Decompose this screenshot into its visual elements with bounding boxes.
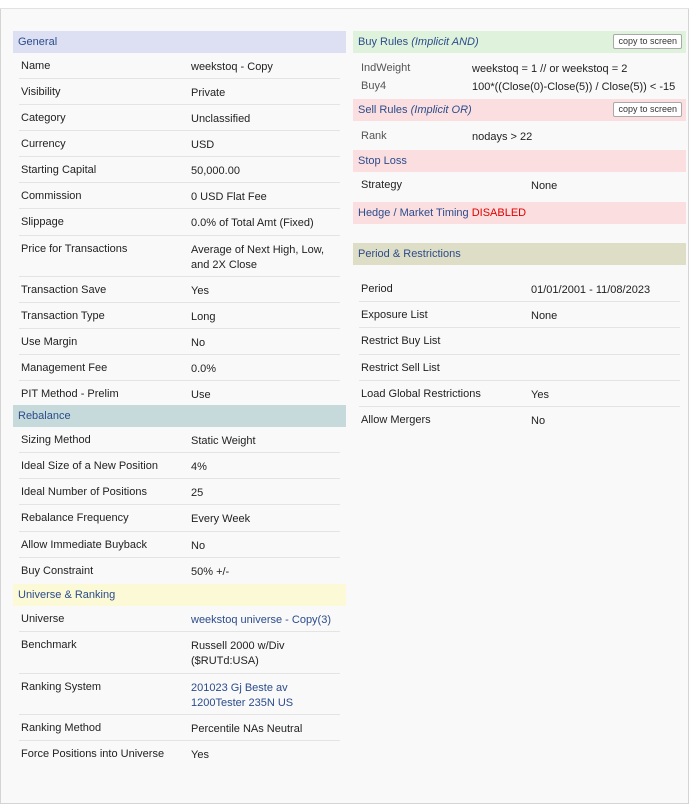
row-value: Average of Next High, Low, and 2X Close [191, 244, 325, 271]
buy-rules-list [353, 53, 686, 97]
general-row-name [19, 53, 340, 79]
universe-row-benchmark [19, 632, 340, 674]
stop-loss-row-strategy [359, 172, 680, 198]
row-value: No [531, 415, 546, 427]
row-label: Slippage [21, 216, 64, 228]
rule-formula: weekstoq = 1 // or weekstoq = 2 [472, 63, 628, 75]
row-label: Transaction Save [21, 284, 107, 296]
general-row-use-margin [19, 329, 340, 355]
row-label: Load Global Restrictions [361, 388, 481, 400]
buy-rule-row [359, 73, 680, 91]
general-row-transaction-save [19, 277, 340, 303]
period-row-allow-mergers [359, 407, 680, 433]
row-value: weekstoq - Copy [191, 61, 273, 73]
row-label: Restrict Sell List [361, 362, 440, 374]
row-label: Strategy [361, 179, 402, 191]
row-label: Force Positions into Universe [21, 748, 165, 760]
period-title: Period & Restrictions [358, 248, 461, 260]
universe-link[interactable]: weekstoq universe - Copy(3) [191, 614, 332, 626]
rule-formula: nodays > 22 [472, 131, 533, 143]
row-label: Use Margin [21, 336, 78, 348]
sell-copy-to-screen-button[interactable]: copy to screen [613, 102, 682, 117]
row-value: None [531, 180, 558, 192]
general-row-slippage [19, 209, 340, 236]
row-value: USD [191, 139, 215, 151]
rebalance-title: Rebalance [18, 410, 71, 422]
row-value: Yes [191, 285, 209, 297]
sell-rules-title: Sell Rules [358, 104, 408, 116]
general-row-management-fee [19, 355, 340, 381]
row-value: 50,000.00 [191, 165, 240, 177]
rule-formula: 100*((Close(0)-Close(5)) / Close(5)) < -15 [472, 81, 676, 93]
hedge-section-header [353, 202, 686, 224]
row-value: None [531, 310, 558, 322]
period-row-restrict-buy [359, 328, 680, 355]
right-column [353, 31, 686, 433]
row-value: 0.0% of Total Amt (Fixed) [191, 217, 314, 229]
buy-rule-row [359, 55, 680, 73]
row-label: Ideal Number of Positions [21, 486, 147, 498]
row-value: 50% +/- [191, 566, 230, 578]
row-label: Buy Constraint [21, 565, 94, 577]
universe-row-ranking-system [19, 674, 340, 715]
rebalance-row-buy-constraint [19, 558, 340, 581]
rebalance-row-ideal-size [19, 453, 340, 479]
general-row-commission [19, 183, 340, 209]
universe-row-ranking-method [19, 715, 340, 741]
general-row-visibility [19, 79, 340, 105]
row-value: Static Weight [191, 435, 256, 447]
row-label: Exposure List [361, 309, 428, 321]
general-title: General [18, 36, 58, 48]
ranking-system-link[interactable]: 201023 Gj Beste av 1200Tester 235N US [191, 682, 294, 709]
row-value: 0.0% [191, 363, 217, 375]
row-label: Restrict Buy List [361, 335, 441, 347]
sell-rules-section-header [353, 99, 686, 121]
general-row-starting-capital [19, 157, 340, 183]
row-value: Yes [191, 749, 209, 761]
row-value: Yes [531, 389, 549, 401]
universe-row-universe [19, 606, 340, 632]
general-row-transaction-type [19, 303, 340, 329]
sell-rules-list [353, 121, 686, 150]
row-label: Ideal Size of a New Position [21, 460, 158, 472]
rule-name: Buy4 [361, 80, 387, 92]
rebalance-row-immediate-buyback [19, 532, 340, 558]
buy-copy-to-screen-button[interactable]: copy to screen [613, 34, 682, 49]
period-row-global-restrictions [359, 381, 680, 407]
stop-loss-rows [353, 172, 686, 202]
row-label: Universe [21, 613, 65, 625]
period-rows [353, 265, 686, 433]
row-value: 4% [191, 461, 207, 473]
row-label: Management Fee [21, 362, 108, 374]
rebalance-section-header [13, 405, 346, 427]
row-value: 01/01/2001 - 11/08/2023 [531, 284, 651, 296]
row-value: Every Week [191, 513, 251, 525]
buy-rules-title: Buy Rules [358, 36, 409, 48]
row-label: Benchmark [21, 639, 77, 651]
row-label: Allow Mergers [361, 414, 431, 426]
hedge-status: DISABLED [471, 207, 527, 219]
hedge-title: Hedge / Market Timing [358, 207, 469, 219]
general-row-pit-method [19, 381, 340, 405]
rebalance-row-ideal-number [19, 479, 340, 505]
universe-section-header [13, 584, 346, 606]
rebalance-rows [13, 427, 346, 581]
universe-title: Universe & Ranking [18, 589, 116, 601]
rule-name: IndWeight [361, 62, 411, 74]
row-label: Price for Transactions [21, 243, 128, 255]
row-value: Use [191, 389, 211, 401]
period-row-restrict-sell [359, 355, 680, 381]
universe-row-force-positions [19, 741, 340, 765]
rule-name: Rank [361, 130, 387, 142]
general-section-header [13, 31, 346, 53]
buy-rules-implicit: (Implicit AND) [411, 36, 479, 48]
general-rows [13, 53, 346, 405]
row-label: Allow Immediate Buyback [21, 539, 147, 551]
buy-rules-section-header [353, 31, 686, 53]
row-label: Category [21, 112, 66, 124]
row-label: Transaction Type [21, 310, 105, 322]
row-value: No [191, 540, 206, 552]
stop-loss-section-header [353, 150, 686, 172]
general-row-price-for-transactions [19, 236, 340, 277]
row-label: Ranking Method [21, 722, 102, 734]
left-column [13, 31, 346, 765]
sell-rules-implicit: (Implicit OR) [410, 104, 472, 116]
row-label: Visibility [21, 86, 61, 98]
period-row-period [359, 276, 680, 302]
row-value [531, 328, 678, 354]
row-value: 25 [191, 487, 204, 499]
general-row-currency [19, 131, 340, 157]
row-label: Period [361, 283, 393, 295]
row-value: Percentile NAs Neutral [191, 723, 303, 735]
row-value: 0 USD Flat Fee [191, 191, 267, 203]
row-label: Currency [21, 138, 66, 150]
row-label: Sizing Method [21, 434, 91, 446]
general-row-category [19, 105, 340, 131]
row-value: No [191, 337, 206, 349]
rebalance-row-frequency [19, 505, 340, 532]
row-label: PIT Method - Prelim [21, 388, 119, 400]
row-label: Starting Capital [21, 164, 97, 176]
row-value: Long [191, 311, 216, 323]
sell-rule-row [359, 123, 680, 141]
row-value [531, 355, 678, 380]
row-label: Commission [21, 190, 82, 202]
row-label: Ranking System [21, 681, 102, 693]
row-value: Private [191, 87, 226, 99]
rebalance-row-sizing-method [19, 427, 340, 453]
top-bar [0, 0, 689, 9]
row-label: Name [21, 60, 51, 72]
universe-rows [13, 606, 346, 765]
row-value: Unclassified [191, 113, 251, 125]
stop-loss-title: Stop Loss [358, 155, 407, 167]
row-label: Rebalance Frequency [21, 512, 129, 524]
period-section-header [353, 243, 686, 265]
period-row-exposure-list [359, 302, 680, 328]
row-value: Russell 2000 w/Div ($RUTd:USA) [191, 640, 285, 667]
